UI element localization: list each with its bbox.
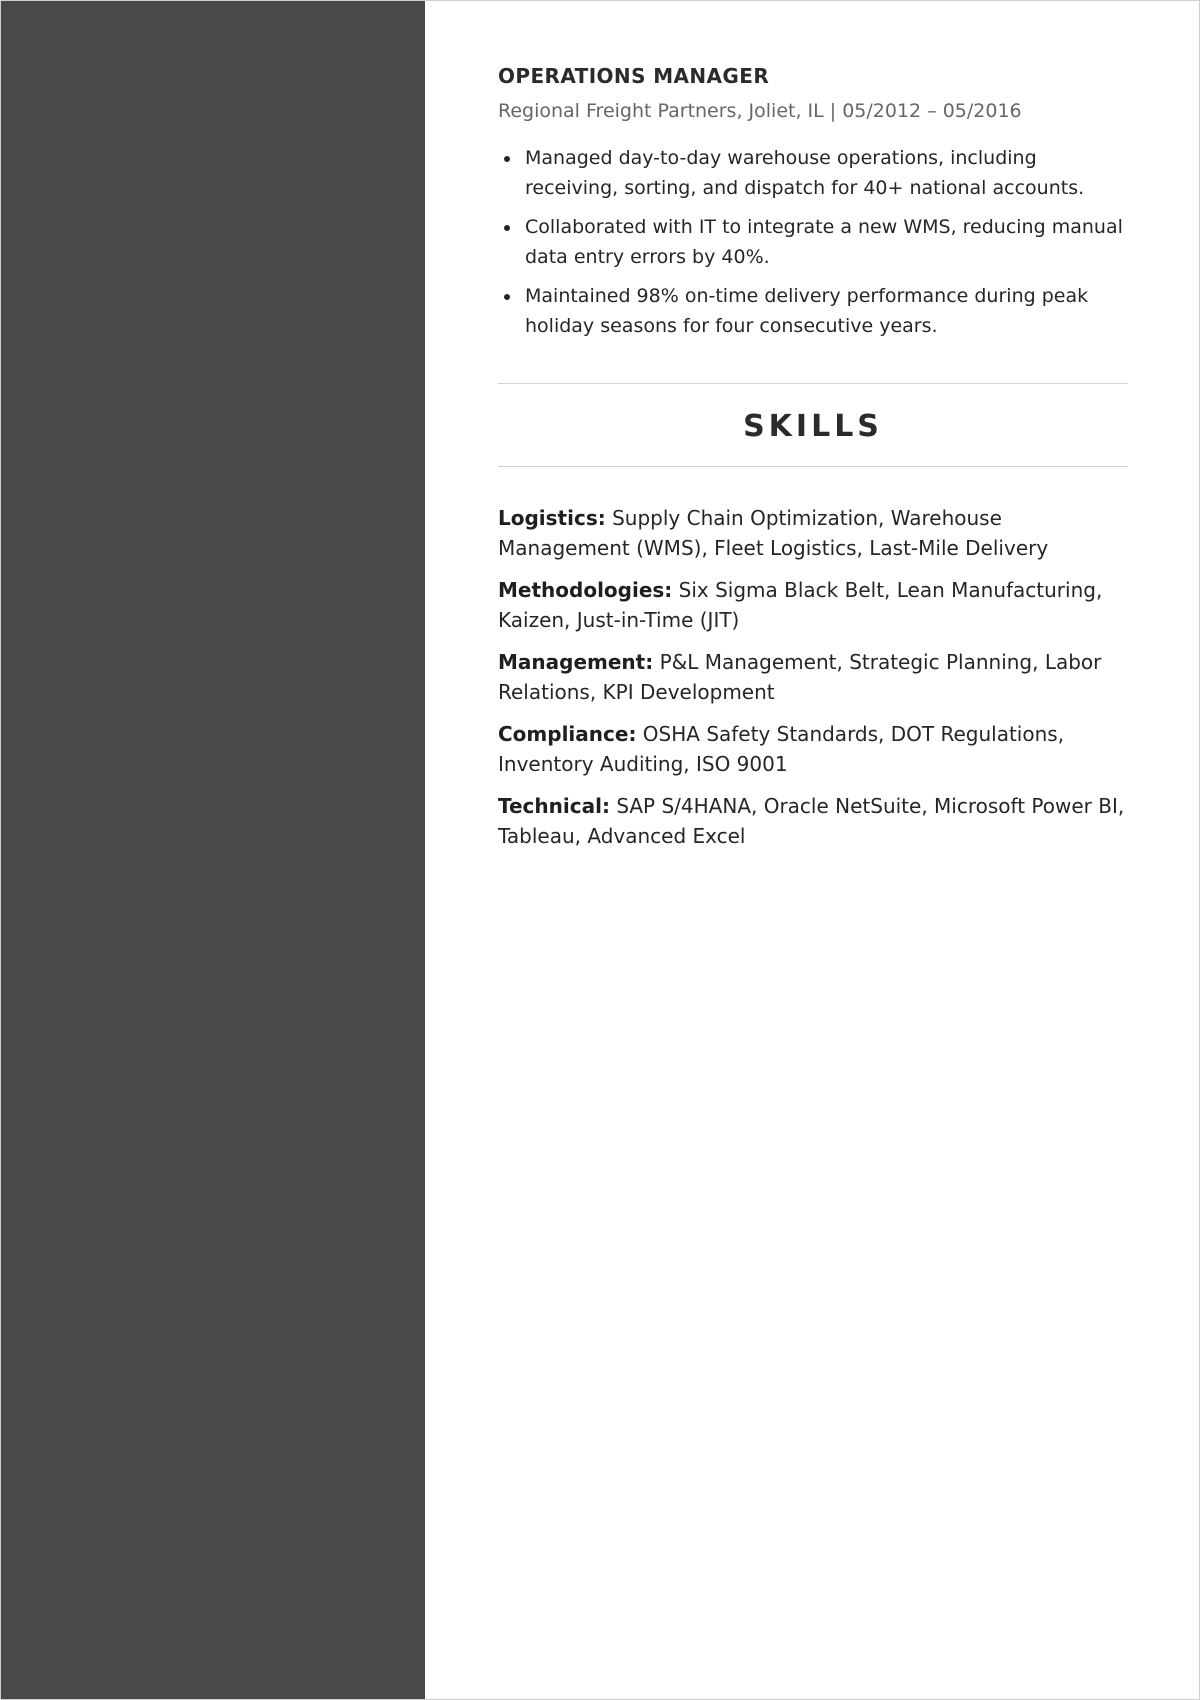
skill-text: SAP S/4HANA, Oracle NetSuite, Microsoft Power BI, Tableau, Advanced Excel: [498, 794, 1125, 848]
skills-heading: SKILLS: [743, 409, 883, 444]
skill-text: OSHA Safety Standards, DOT Regulations, Inventory Auditing, ISO 9001: [498, 722, 1065, 776]
main-column: [498, 63, 1128, 863]
skill-text: Six Sigma Black Belt, Lean Manufacturing, Kaizen, Just-in-Time (JIT): [498, 578, 1103, 632]
job-bullet-list: [498, 143, 1128, 341]
skill-label: Technical:: [498, 794, 610, 818]
skill-text: Supply Chain Optimization, Warehouse Management (WMS), Fleet Logistics, Last-Mile Delivery: [498, 506, 1049, 560]
skill-label: Compliance:: [498, 722, 637, 746]
skill-row: [498, 719, 1128, 779]
skill-row: [498, 503, 1128, 563]
skill-label: Management:: [498, 650, 654, 674]
section-divider-bottom: [498, 466, 1128, 467]
skill-label: Methodologies:: [498, 578, 673, 602]
experience-entry: [498, 63, 1128, 341]
skill-label: Logistics:: [498, 506, 606, 530]
job-bullet: Managed day-to-day warehouse operations, including receiving, sorting, and dispatch for 40+ national accounts.: [498, 143, 1128, 203]
job-bullet: Collaborated with IT to integrate a new WMS, reducing manual data entry errors by 40%.: [498, 212, 1128, 272]
skill-row: [498, 647, 1128, 707]
job-title: OPERATIONS MANAGER: [498, 64, 770, 88]
job-employer-dates: Regional Freight Partners, Joliet, IL | 05/2012 – 05/2016: [498, 100, 1022, 122]
skill-row: [498, 575, 1128, 635]
sidebar-panel: [1, 1, 425, 1699]
skill-text: P&L Management, Strategic Planning, Labor Relations, KPI Development: [498, 650, 1102, 704]
job-bullet: Maintained 98% on-time delivery performance during peak holiday seasons for four consecutive years.: [498, 281, 1128, 341]
skill-row: [498, 791, 1128, 851]
skills-list: [498, 503, 1128, 851]
